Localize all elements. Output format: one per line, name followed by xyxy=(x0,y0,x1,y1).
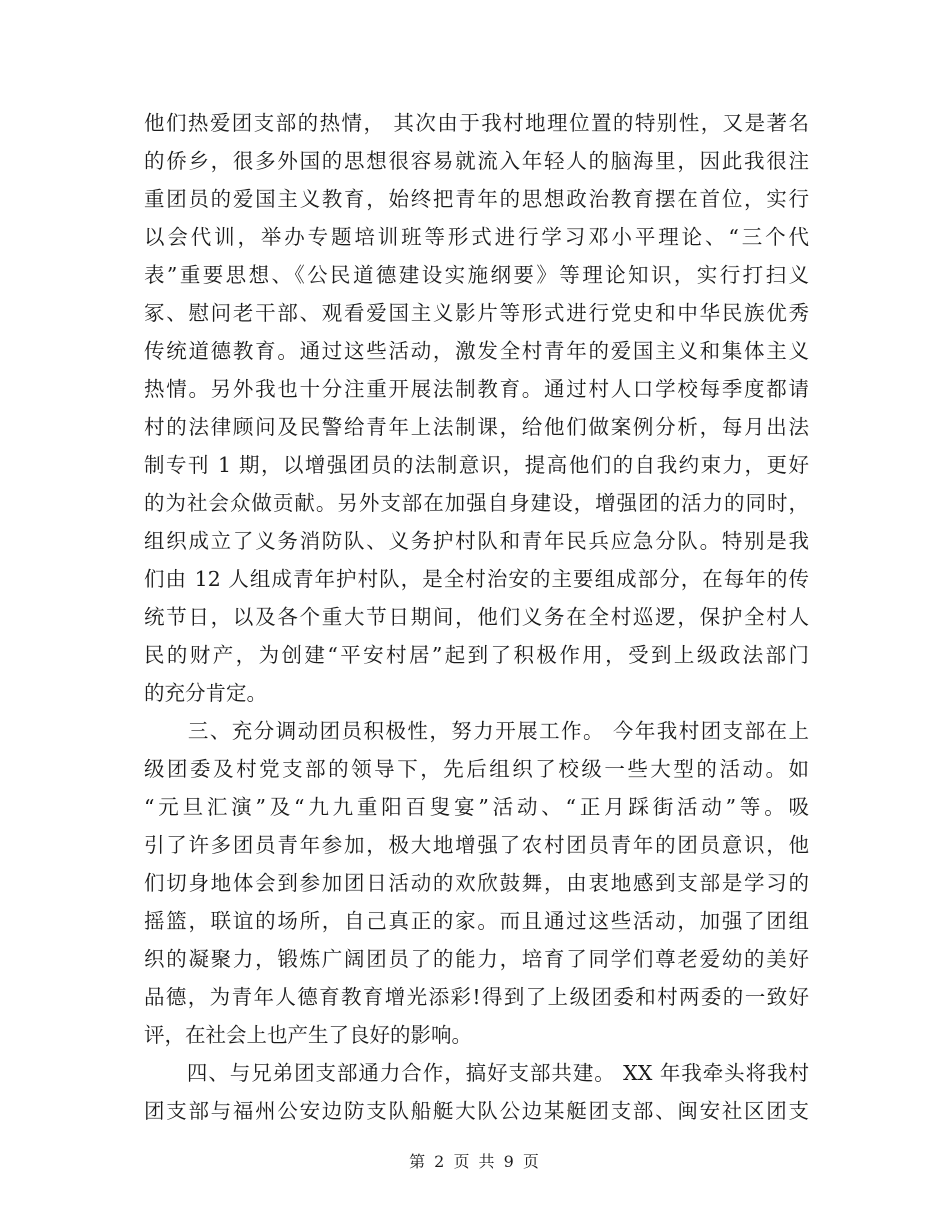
text-line: 制专刊 1 期，以增强团员的法制意识，提高他们的自我约束力，更好 xyxy=(144,453,809,477)
text-line: 们切身地体会到参加团日活动的欢欣鼓舞，由衷地感到支部是学习的 xyxy=(144,871,809,895)
text-line: 织的凝聚力，锻炼广阔团员了的能力，培育了同学们尊老爱幼的美好 xyxy=(144,947,809,971)
text-line: 热情。另外我也十分注重开展法制教育。通过村人口学校每季度都请 xyxy=(144,377,809,401)
text-line: 四、与兄弟团支部通力合作，搞好支部共建。 XX 年我牵头将我村 xyxy=(144,1061,809,1085)
text-line: 传统道德教育。通过这些活动，激发全村青年的爱国主义和集体主义 xyxy=(144,339,809,363)
page-footer: 第 2 页 共 9 页 xyxy=(409,1152,541,1171)
text-line: 们由 12 人组成青年护村队，是全村治安的主要组成部分，在每年的传 xyxy=(144,567,809,591)
text-line: 民的财产，为创建“平安村居”起到了积极作用，受到上级政法部门 xyxy=(144,643,809,667)
text-line: 表”重要思想、《公民道德建设实施纲要》等理论知识，实行打扫义 xyxy=(144,263,809,287)
text-line: 引了许多团员青年参加，极大地增强了农村团员青年的团员意识，他 xyxy=(144,833,809,857)
text-line: 统节日，以及各个重大节日期间，他们义务在全村巡逻，保护全村人 xyxy=(144,605,809,629)
text-line: 的为社会众做贡献。另外支部在加强自身建设，增强团的活力的同时， xyxy=(144,491,809,515)
text-line: 三、充分调动团员积极性，努力开展工作。 今年我村团支部在上 xyxy=(144,719,809,743)
text-line: 组织成立了义务消防队、义务护村队和青年民兵应急分队。特别是我 xyxy=(144,529,809,553)
text-line: 团支部与福州公安边防支队船艇大队公边某艇团支部、闽安社区团支 xyxy=(144,1099,809,1123)
text-line: 他们热爱团支部的热情， 其次由于我村地理位置的特别性，又是著名 xyxy=(144,111,809,135)
text-line: 评，在社会上也产生了良好的影响。 xyxy=(144,1023,472,1047)
text-line: “元旦汇演”及“九九重阳百叟宴”活动、“正月踩街活动”等。吸 xyxy=(144,795,809,819)
text-line: 村的法律顾问及民警给青年上法制课，给他们做案例分析，每月出法 xyxy=(144,415,809,439)
text-line: 的充分肯定。 xyxy=(144,681,267,705)
text-line: 的侨乡，很多外国的思想很容易就流入年轻人的脑海里，因此我很注 xyxy=(144,149,809,173)
text-line: 以会代训，举办专题培训班等形式进行学习邓小平理论、“三个代 xyxy=(144,225,809,249)
text-line: 摇篮，联谊的场所，自己真正的家。而且通过这些活动，加强了团组 xyxy=(144,909,809,933)
text-line: 级团委及村党支部的领导下，先后组织了校级一些大型的活动。如 xyxy=(144,757,809,781)
text-line: 重团员的爱国主义教育，始终把青年的思想政治教育摆在首位，实行 xyxy=(144,187,809,211)
body-text xyxy=(144,104,809,1130)
text-line: 品德，为青年人德育教育增光添彩!得到了上级团委和村两委的一致好 xyxy=(144,985,809,1009)
text-line: 冢、慰问老干部、观看爱国主义影片等形式进行党史和中华民族优秀 xyxy=(144,301,809,325)
